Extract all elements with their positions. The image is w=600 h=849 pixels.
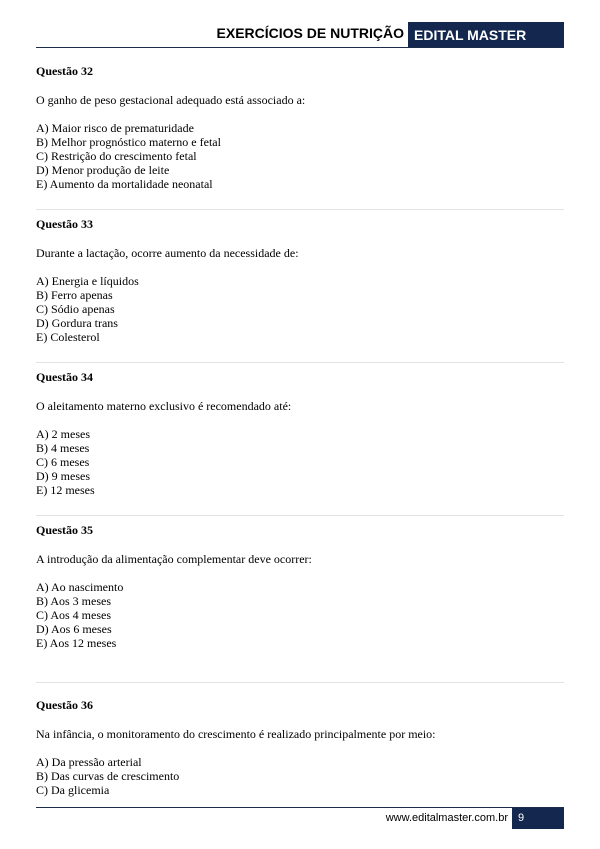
answer-option-c: C) Aos 4 meses [36, 608, 111, 622]
question-title: Questão 32 [36, 64, 93, 78]
page-header [36, 22, 564, 48]
question-prompt: A introdução da alimentação complementar deve ocorrer: [36, 552, 312, 566]
question-title: Questão 36 [36, 698, 93, 712]
document-title: EXERCÍCIOS DE NUTRIÇÃO [216, 25, 404, 41]
question-divider [36, 209, 564, 210]
answer-option-d: D) Aos 6 meses [36, 622, 112, 636]
website-url: www.editalmaster.com.br [385, 812, 508, 824]
answer-option-b: B) Ferro apenas [36, 288, 113, 302]
answer-option-c: C) Restrição do crescimento fetal [36, 149, 197, 163]
answer-option-c: C) Sódio apenas [36, 302, 115, 316]
question-prompt: O ganho de peso gestacional adequado está associado a: [36, 93, 306, 107]
answer-option-b: B) Melhor prognóstico materno e fetal [36, 135, 221, 149]
answer-option-b: B) 4 meses [36, 441, 90, 455]
answer-option-a: A) Energia e líquidos [36, 274, 139, 288]
answer-options [36, 121, 564, 191]
question-prompt: Na infância, o monitoramento do crescimento é realizado principalmente por meio: [36, 727, 436, 741]
answer-option-e: E) 12 meses [36, 483, 95, 497]
answer-options [36, 580, 564, 650]
answer-option-e: E) Aumento da mortalidade neonatal [36, 177, 213, 191]
question-prompt: Durante a lactação, ocorre aumento da necessidade de: [36, 246, 299, 260]
footer-divider [36, 807, 564, 808]
question-divider [36, 682, 564, 683]
answer-option-d: D) Gordura trans [36, 316, 118, 330]
answer-option-a: A) 2 meses [36, 427, 90, 441]
answer-option-b: B) Aos 3 meses [36, 594, 111, 608]
question-35 [36, 523, 564, 683]
answer-option-e: E) Colesterol [36, 330, 100, 344]
header-divider [36, 47, 564, 48]
question-33 [36, 217, 564, 363]
question-32 [36, 64, 564, 210]
answer-options [36, 427, 564, 497]
question-list [36, 64, 564, 797]
answer-option-a: A) Maior risco de prematuridade [36, 121, 194, 135]
answer-option-d: D) Menor produção de leite [36, 163, 170, 177]
question-title: Questão 35 [36, 523, 93, 537]
question-prompt: O aleitamento materno exclusivo é recomendado até: [36, 399, 292, 413]
answer-option-a: A) Ao nascimento [36, 580, 124, 594]
page-number: 9 [512, 808, 564, 829]
page-footer [36, 807, 564, 829]
question-divider [36, 362, 564, 363]
answer-option-b: B) Das curvas de crescimento [36, 769, 180, 783]
answer-option-c: C) 6 meses [36, 455, 90, 469]
answer-option-e: E) Aos 12 meses [36, 636, 117, 650]
question-34 [36, 370, 564, 516]
question-title: Questão 34 [36, 370, 93, 384]
question-title: Questão 33 [36, 217, 93, 231]
answer-option-d: D) 9 meses [36, 469, 90, 483]
answer-options [36, 274, 564, 344]
answer-option-a: A) Da pressão arterial [36, 755, 142, 769]
question-divider [36, 515, 564, 516]
answer-option-c: C) Da glicemia [36, 783, 110, 797]
question-36 [36, 698, 564, 797]
brand-banner: EDITAL MASTER [408, 22, 564, 48]
answer-options [36, 755, 564, 797]
